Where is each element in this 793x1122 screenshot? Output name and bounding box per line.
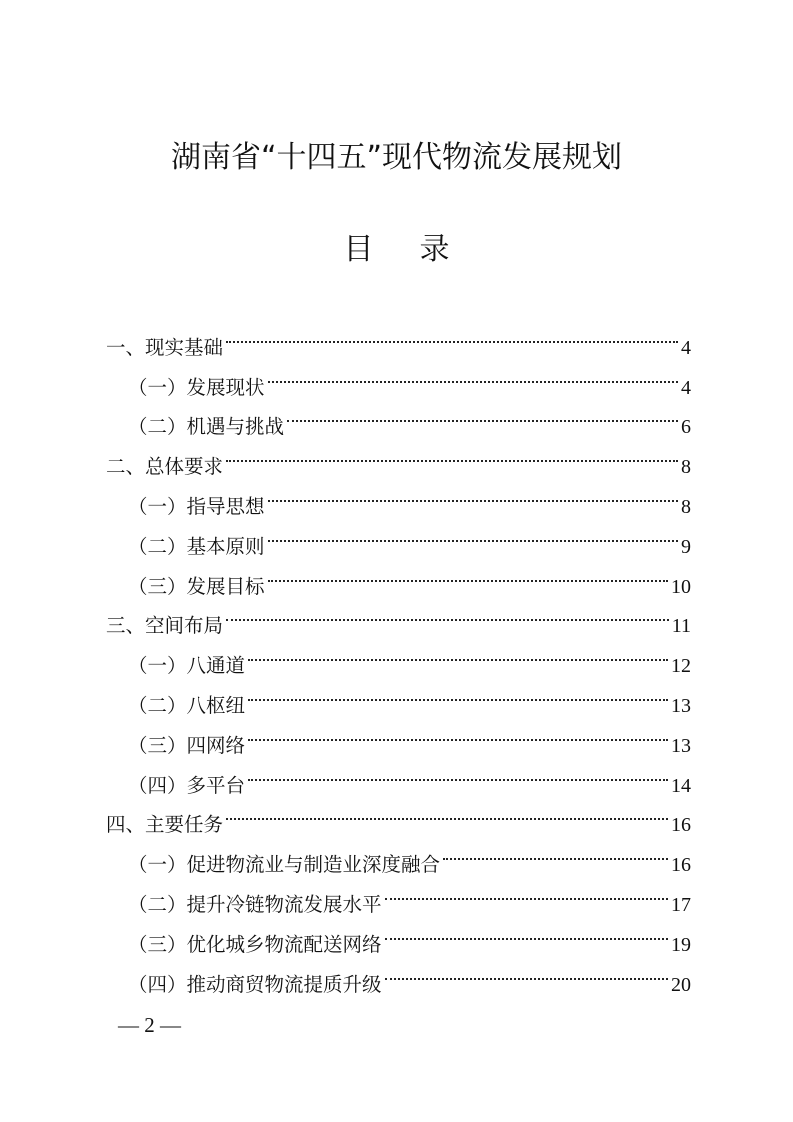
toc-entry-label: （四）多平台 xyxy=(128,773,246,797)
toc-dot-leader xyxy=(268,513,678,553)
toc-entry-label: （一）指导思想 xyxy=(128,494,265,518)
toc-entry-page: 11 xyxy=(671,615,691,638)
toc-entry[interactable] xyxy=(106,314,691,359)
toc-dot-leader xyxy=(385,911,668,951)
toc-entry-label: 一、现实基础 xyxy=(106,335,224,359)
toc-dot-leader xyxy=(287,394,678,434)
toc-dot-leader xyxy=(248,672,668,712)
toc-entry-page: 9 xyxy=(681,535,691,558)
toc-dot-leader xyxy=(385,871,668,911)
toc-entry-page: 4 xyxy=(681,376,691,399)
toc-entry-label: （四）推动商贸物流提质升级 xyxy=(128,972,382,996)
page-number: — 2 — xyxy=(118,1013,181,1037)
toc-entry-page: 12 xyxy=(671,655,691,678)
toc-entry-page: 13 xyxy=(671,694,691,717)
toc-entry-page: 16 xyxy=(671,854,691,877)
toc-heading-char-2: 录 xyxy=(419,232,450,267)
toc-entry-label: （二）机遇与挑战 xyxy=(128,415,285,439)
toc-entry-page: 8 xyxy=(681,495,691,518)
toc-dot-leader xyxy=(443,831,668,871)
toc-entry-page: 14 xyxy=(671,774,691,797)
toc-dot-leader xyxy=(268,553,668,593)
toc-entry-label: （三）优化城乡物流配送网络 xyxy=(128,932,382,956)
toc-entry-label: 三、空间布局 xyxy=(106,614,224,638)
toc-dot-leader xyxy=(268,354,678,394)
toc-dot-leader xyxy=(226,792,668,832)
document-title: 湖南省“十四五”现代物流发展规划 xyxy=(170,140,623,175)
toc-heading-char-1: 目 xyxy=(343,232,374,267)
toc-entry-label: 四、主要任务 xyxy=(106,813,224,837)
toc-entry-page: 20 xyxy=(671,973,691,996)
toc-entry-page: 13 xyxy=(671,734,691,757)
table-of-contents xyxy=(106,314,691,996)
toc-entry-page: 10 xyxy=(671,575,691,598)
toc-entry-page: 16 xyxy=(671,814,691,837)
toc-dot-leader xyxy=(248,632,668,672)
toc-entry-page: 6 xyxy=(681,416,691,439)
toc-entry-label: （三）发展目标 xyxy=(128,574,265,598)
toc-entry-page: 4 xyxy=(681,336,691,359)
toc-dot-leader xyxy=(268,473,678,513)
toc-dot-leader xyxy=(226,593,669,633)
toc-entry-label: （三）四网络 xyxy=(128,733,246,757)
toc-entry-label: （二）八枢纽 xyxy=(128,693,246,717)
toc-entry-label: （一）促进物流业与制造业深度融合 xyxy=(128,853,441,877)
toc-dot-leader xyxy=(248,712,668,752)
toc-entry-label: 二、总体要求 xyxy=(106,455,224,479)
toc-dot-leader xyxy=(248,752,668,792)
toc-entry-label: （二）基本原则 xyxy=(128,534,265,558)
toc-dot-leader xyxy=(226,314,678,354)
toc-dot-leader xyxy=(226,433,678,473)
toc-dot-leader xyxy=(385,951,668,991)
toc-entry-page: 17 xyxy=(671,893,691,916)
toc-entry-page: 19 xyxy=(671,933,691,956)
toc-entry-label: （二）提升冷链物流发展水平 xyxy=(128,892,382,916)
toc-heading xyxy=(0,228,793,272)
toc-entry-page: 8 xyxy=(681,456,691,479)
toc-entry-label: （一）八通道 xyxy=(128,654,246,678)
toc-entry-label: （一）发展现状 xyxy=(128,375,265,399)
